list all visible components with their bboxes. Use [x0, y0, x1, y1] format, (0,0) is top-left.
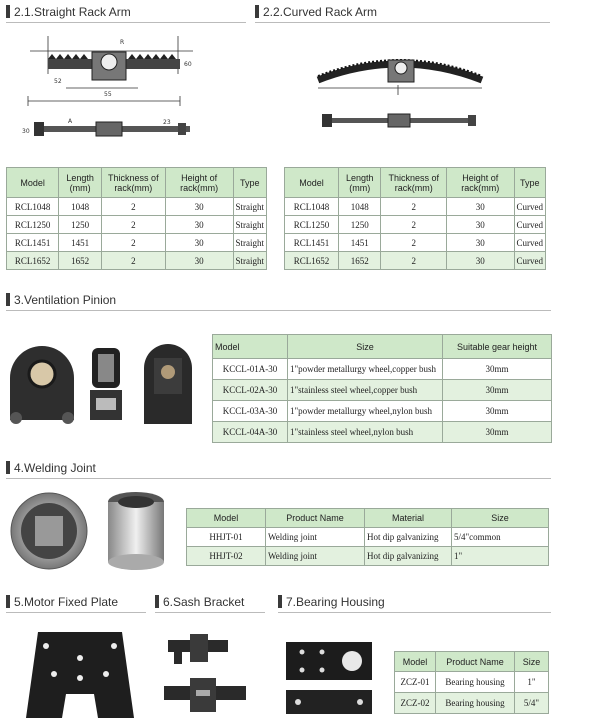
table-cell: RCL1451: [285, 234, 339, 252]
title-divider: [6, 612, 146, 613]
table-row: [395, 672, 549, 693]
section-title-text: 6.Sash Bracket: [163, 595, 245, 609]
column-header: Model: [187, 509, 266, 528]
table-cell: 30: [447, 216, 514, 234]
section-title-welding-joint: [6, 460, 551, 476]
drawing-label: A: [68, 118, 73, 125]
table-row: [285, 216, 546, 234]
column-header: Type: [514, 168, 546, 198]
sash-bracket-photo: [160, 630, 252, 722]
pinion-photo-front: [6, 338, 78, 426]
column-header: Size: [288, 335, 443, 359]
table-row: [213, 380, 552, 401]
column-header: Suitable gear height: [443, 335, 552, 359]
table-cell: 1250: [339, 216, 381, 234]
table-cell: Bearing housing: [436, 672, 515, 693]
table-cell: RCL1451: [7, 234, 59, 252]
drawing-label: 52: [54, 78, 62, 85]
column-header: Model: [7, 168, 59, 198]
table-cell: Curved: [514, 234, 546, 252]
table-cell: RCL1652: [285, 252, 339, 270]
table-row: [7, 198, 267, 216]
straight-rack-table: [6, 167, 267, 270]
table-cell: 1"stainless steel wheel,nylon bush: [288, 422, 443, 443]
straight-rack-arm-drawing: [18, 26, 198, 151]
column-header: Product Name: [436, 652, 515, 672]
section-marker: [6, 5, 10, 18]
table-cell: 2: [381, 252, 447, 270]
pinion-photo-side: [88, 344, 124, 426]
section-title-motor-fixed-plate: [6, 594, 146, 610]
section-title-sash-bracket: [155, 594, 265, 610]
table-cell: 30: [165, 252, 233, 270]
curved-rack-table: [284, 167, 546, 270]
table-cell: KCCL-02A-30: [213, 380, 288, 401]
welding-joint-table: [186, 508, 549, 566]
table-cell: HHJT-01: [187, 528, 266, 547]
table-cell: 1048: [59, 198, 101, 216]
table-cell: 2: [381, 234, 447, 252]
table-cell: RCL1048: [285, 198, 339, 216]
section-marker: [155, 595, 159, 608]
table-header-row: [285, 168, 546, 198]
table-cell: ZCZ-01: [395, 672, 436, 693]
table-cell: 1652: [339, 252, 381, 270]
column-header: Material: [365, 509, 452, 528]
bearing-housing-photo: [282, 638, 378, 718]
drawing-label: 30: [22, 128, 30, 135]
section-title-text: 5.Motor Fixed Plate: [14, 595, 119, 609]
column-header: Product Name: [266, 509, 365, 528]
table-cell: RCL1250: [7, 216, 59, 234]
column-header: Height of rack(mm): [447, 168, 514, 198]
table-cell: 2: [101, 234, 165, 252]
column-header: Length (mm): [339, 168, 381, 198]
column-header: Type: [233, 168, 267, 198]
table-cell: RCL1652: [7, 252, 59, 270]
table-cell: 30: [447, 234, 514, 252]
section-title-curved-rack-arm: [255, 4, 550, 20]
table-cell: KCCL-03A-30: [213, 401, 288, 422]
welding-joint-photo-open: [8, 490, 90, 572]
table-row: [285, 198, 546, 216]
table-header-row: [187, 509, 549, 528]
section-marker: [6, 293, 10, 306]
title-divider: [155, 612, 265, 613]
bearing-housing-table: [394, 651, 549, 714]
table-cell: RCL1250: [285, 216, 339, 234]
section-title-text: 4.Welding Joint: [14, 461, 96, 475]
column-header: Model: [285, 168, 339, 198]
table-header-row: [213, 335, 552, 359]
section-title-text: 7.Bearing Housing: [286, 595, 385, 609]
table-row: [285, 252, 546, 270]
table-cell: 5/4"common: [452, 528, 549, 547]
table-cell: 1250: [59, 216, 101, 234]
section-title-text: 2.1.Straight Rack Arm: [14, 5, 131, 19]
table-header-row: [7, 168, 267, 198]
table-cell: 2: [101, 252, 165, 270]
table-cell: Hot dip galvanizing: [365, 547, 452, 566]
pinion-photo-rear: [138, 338, 198, 428]
column-header: Model: [395, 652, 436, 672]
table-cell: 1048: [339, 198, 381, 216]
table-cell: Curved: [514, 216, 546, 234]
table-cell: 1": [452, 547, 549, 566]
table-cell: Bearing housing: [436, 693, 515, 714]
drawing-label: R: [120, 39, 125, 46]
column-header: Thickness of rack(mm): [101, 168, 165, 198]
section-marker: [6, 461, 10, 474]
table-row: [187, 547, 549, 566]
table-cell: Welding joint: [266, 547, 365, 566]
table-cell: 1"stainless steel wheel,copper bush: [288, 380, 443, 401]
column-header: Thickness of rack(mm): [381, 168, 447, 198]
column-header: Height of rack(mm): [165, 168, 233, 198]
table-cell: KCCL-01A-30: [213, 359, 288, 380]
section-title-ventilation-pinion: [6, 292, 551, 308]
welding-joint-photo-side: [104, 488, 168, 572]
table-row: [187, 528, 549, 547]
table-row: [395, 693, 549, 714]
table-cell: 30mm: [443, 422, 552, 443]
title-divider: [278, 612, 551, 613]
section-title-text: 3.Ventilation Pinion: [14, 293, 117, 307]
table-cell: Welding joint: [266, 528, 365, 547]
title-divider: [6, 310, 551, 311]
table-cell: 1": [515, 672, 549, 693]
table-cell: 5/4": [515, 693, 549, 714]
table-cell: 30mm: [443, 359, 552, 380]
section-title-straight-rack-arm: [6, 4, 246, 20]
table-cell: 1451: [339, 234, 381, 252]
drawing-label: 60: [184, 61, 192, 68]
table-cell: 30: [447, 252, 514, 270]
table-row: [7, 216, 267, 234]
table-cell: 2: [101, 198, 165, 216]
table-cell: 2: [101, 216, 165, 234]
table-cell: Straight: [233, 216, 267, 234]
section-marker: [255, 5, 259, 18]
title-divider: [255, 22, 550, 23]
table-cell: Curved: [514, 252, 546, 270]
table-cell: HHJT-02: [187, 547, 266, 566]
table-row: [285, 234, 546, 252]
table-cell: 1451: [59, 234, 101, 252]
column-header: Model: [213, 335, 288, 359]
table-cell: 1"powder metallurgy wheel,nylon bush: [288, 401, 443, 422]
curved-rack-arm-drawing: [300, 40, 490, 140]
table-cell: 2: [381, 216, 447, 234]
section-title-text: 2.2.Curved Rack Arm: [263, 5, 378, 19]
title-divider: [6, 478, 551, 479]
pinion-table: [212, 334, 552, 443]
column-header: Length (mm): [59, 168, 101, 198]
table-cell: 30mm: [443, 380, 552, 401]
table-row: [213, 359, 552, 380]
table-cell: Curved: [514, 198, 546, 216]
title-divider: [6, 22, 246, 23]
table-cell: KCCL-04A-30: [213, 422, 288, 443]
table-cell: 30mm: [443, 401, 552, 422]
table-cell: Straight: [233, 234, 267, 252]
section-title-bearing-housing: [278, 594, 551, 610]
drawing-label: 55: [104, 91, 112, 98]
column-header: Size: [452, 509, 549, 528]
table-cell: ZCZ-02: [395, 693, 436, 714]
table-cell: 30: [165, 198, 233, 216]
table-cell: Hot dip galvanizing: [365, 528, 452, 547]
table-row: [7, 234, 267, 252]
column-header: Size: [515, 652, 549, 672]
drawing-label: 23: [163, 119, 171, 126]
table-cell: 30: [165, 216, 233, 234]
table-cell: 30: [447, 198, 514, 216]
table-cell: Straight: [233, 198, 267, 216]
table-cell: 30: [165, 234, 233, 252]
table-cell: Straight: [233, 252, 267, 270]
table-cell: 1"powder metallurgy wheel,copper bush: [288, 359, 443, 380]
section-marker: [278, 595, 282, 608]
table-row: [213, 401, 552, 422]
motor-fixed-plate-photo: [24, 628, 136, 722]
section-marker: [6, 595, 10, 608]
table-cell: 2: [381, 198, 447, 216]
table-row: [7, 252, 267, 270]
table-cell: RCL1048: [7, 198, 59, 216]
table-header-row: [395, 652, 549, 672]
table-row: [213, 422, 552, 443]
table-cell: 1652: [59, 252, 101, 270]
